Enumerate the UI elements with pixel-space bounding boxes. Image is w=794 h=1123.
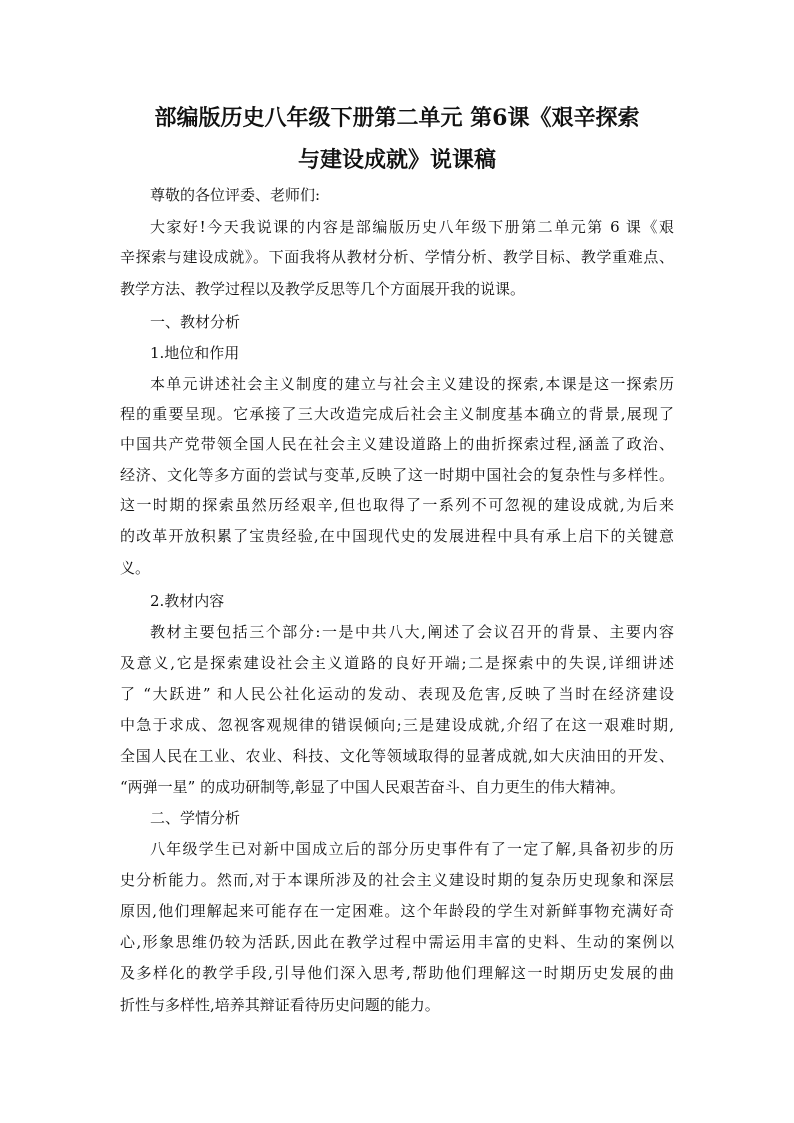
- paragraph-line: 义。: [120, 559, 151, 577]
- paragraph-line: 本单元讲述社会主义制度的建立与社会主义建设的探索,本课是这一探索历: [150, 375, 674, 393]
- paragraph-line: 这一时期的探索虽然历经艰辛,但也取得了一系列不可忽视的建设成就,为后来: [120, 496, 674, 514]
- paragraph-line: 辛探索与建设成就》。下面我将从教材分析、学情分析、教学目标、教学重难点、: [120, 248, 674, 266]
- paragraph-line: 大家好!今天我说课的内容是部编版历史八年级下册第二单元第 6 课《艰: [150, 218, 674, 236]
- paragraph-line: 中国共产党带领全国人民在社会主义建设道路上的曲折探索过程,涵盖了政治、: [120, 435, 674, 453]
- document-title-line-2: 与建设成就》说课稿: [297, 147, 496, 173]
- paragraph-line: 心,形象思维仍较为活跃,因此在教学过程中需运用丰富的史料、生动的案例以: [120, 933, 674, 951]
- section-heading: 一、教材分析: [150, 313, 241, 331]
- paragraph-line: 及意义,它是探索建设社会主义道路的良好开端;二是探索中的失误,详细讲述: [120, 654, 674, 672]
- paragraph-line: 了 “大跃进” 和人民公社化运动的发动、表现及危害,反映了当时在经济建设: [120, 685, 674, 703]
- paragraph-line: 原因,他们理解起来可能存在一定困难。这个年龄段的学生对新鲜事物充满好奇: [120, 902, 674, 920]
- salutation: 尊敬的各位评委、老师们:: [150, 186, 321, 204]
- paragraph-line: 折性与多样性,培养其辩证看待历史问题的能力。: [120, 996, 440, 1014]
- paragraph-line: 史分析能力。然而,对于本课所涉及的社会主义建设时期的复杂历史现象和深层: [120, 871, 674, 889]
- section-heading: 二、学情分析: [150, 809, 241, 827]
- paragraph-line: 的改革开放积累了宝贵经验,在中国现代史的发展进程中具有承上启下的关键意: [120, 527, 674, 545]
- paragraph-line: 全国人民在工业、农业、科技、文化等领域取得的显著成就,如大庆油田的开发、: [120, 747, 674, 765]
- paragraph-line: 经济、文化等多方面的尝试与变革,反映了这一时期中国社会的复杂性与多样性。: [120, 466, 674, 484]
- paragraph-line: 及多样化的教学手段,引导他们深入思考,帮助他们理解这一时期历史发展的曲: [120, 964, 674, 982]
- subsection-heading: 2.教材内容: [150, 592, 225, 610]
- paragraph-line: 八年级学生已对新中国成立后的部分历史事件有了一定了解,具备初步的历: [150, 840, 674, 858]
- paragraph-line: 中急于求成、忽视客观规律的错误倾向;三是建设成就,介绍了在这一艰难时期,: [120, 716, 674, 734]
- paragraph-line: “两弹一星” 的成功研制等,彰显了中国人民艰苦奋斗、自力更生的伟大精神。: [120, 778, 625, 796]
- document-title-line-1: 部编版历史八年级下册第二单元 第6课《艰辛探索: [154, 105, 640, 131]
- paragraph-line: 教学方法、教学过程以及教学反思等几个方面展开我的说课。: [120, 280, 526, 298]
- subsection-heading: 1.地位和作用: [150, 344, 240, 362]
- paragraph-line: 程的重要呈现。它承接了三大改造完成后社会主义制度基本确立的背景,展现了: [120, 405, 674, 423]
- paragraph-line: 教材主要包括三个部分:一是中共八大,阐述了会议召开的背景、主要内容: [150, 623, 674, 641]
